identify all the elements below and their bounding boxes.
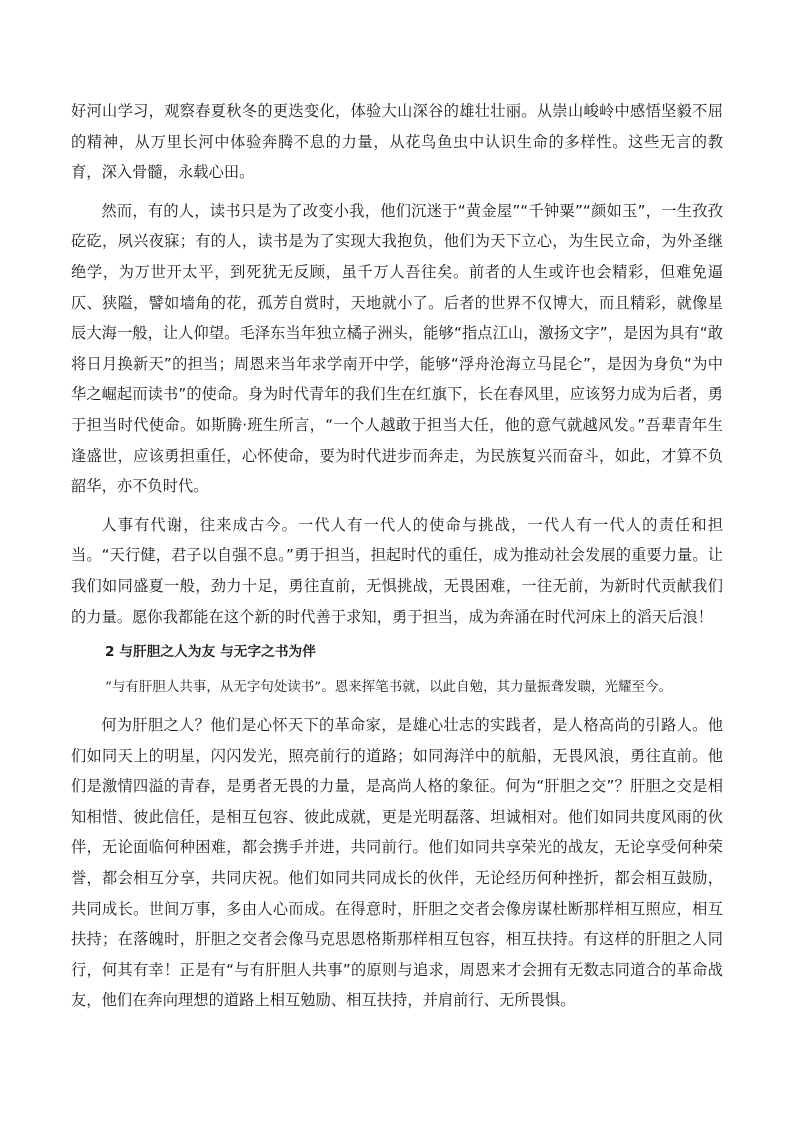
paragraph-readers: 然而，有的人，读书只是为了改变小我，他们沉迷于“黄金屋”“千钟粟”“颜如玉”，一生孜孜矻矻，夙兴夜寐；有的人，读书是为了实现大我抱负，他们为天下立心，为生民立命，为外圣继绝学，为万世开太平，到死犹无反顾，虽千万人吾往矣。前者的人生或许也会精彩，但难免逼仄、狭隘，譬如墙角的花，孤芳自赏时，天地就小了。后者的世界不仅博大，而且精彩，就像星辰大海一般，让人仰望。毛泽东当年独立橘子洲头，能够“指点江山，激扬文字”，是因为具有“敢将日月换新天”的担当；周恩来当年求学南开中学，能够“浮舟沧海立马昆仑”，是因为身负“为中华之崛起而读书”的使命。身为时代青年的我们生在红旗下，长在春风里，应该努力成为后者，勇于担当时代使命。如斯腾·班生所言，“一个人越敢于担当大任，他的意气就越风发。”吾辈青年生逢盛世，应该勇担重任，心怀使命，要为时代进步而奔走，为民族复兴而奋斗，如此，才算不负韶华，亦不负时代。 [71,201,723,496]
paragraph-comrades: 何为肝胆之人？他们是心怀天下的革命家，是雄心壮志的实践者，是人格高尚的引路人。他们如同天上的明星，闪闪发光，照亮前行的道路；如同海洋中的航船，无畏风浪，勇往直前。他们是激情四溢的青春，是勇者无畏的力量，是高尚人格的象征。何为“肝胆之交”？肝胆之交是相知相惜、彼此信任，是相互包容、彼此成就，更是光明磊落、坦诚相对。他们如同共度风雨的伙伴，无论面临何种困难，都会携手并进，共同前行。他们如同共享荣光的战友，无论享受何种荣誉，都会相互分享，共同庆祝。他们如同共同成长的伙伴，无论经历何种挫折，都会相互鼓励，共同成长。世间万事，多由人心而成。在得意时，肝胆之交者会像房谋杜断那样相互照应，相互扶持；在落魄时，肝胆之交者会像马克思恩格斯那样相互包容，相互扶持。有这样的肝胆之人同行，何其有幸！正是有“与有肝胆人共事”的原则与追求，周恩来才会拥有无数志同道合的革命战友，他们在奔向理想的道路上相互勉励、相互扶持，并肩前行、无所畏惧。 [71,716,723,1010]
paragraph-generations: 人事有代谢，往来成古今。一代人有一代人的使命与挑战，一代人有一代人的责任和担当。“天行健，君子以自强不息。”勇于担当，担起时代的重任，成为推动社会发展的重要力量。让我们如同盛夏一般，劲力十足，勇往直前，无惧挑战，无畏困难，一往无前，为新时代贡献我们的力量。愿你我都能在这个新的时代善于求知，勇于担当，成为奔涌在时代河床上的滔天后浪！ [71,515,723,626]
paragraph-gap [71,702,723,710]
epigraph-quote: “与有肝胆人共事，从无字句处读书”。恩来挥笔书就，以此自勉，其力量振聋发聩，光耀至今。 [105,680,673,696]
document-body [71,96,723,1016]
section-heading: 2 与肝胆之人为友 与无字之书为伴 [105,644,316,661]
paragraph-continued: 好河山学习，观察春夏秋冬的更迭变化，体验大山深谷的雄壮壮丽。从崇山峻岭中感悟坚毅不屈的精神，从万里长河中体验奔腾不息的力量，从花鸟鱼虫中认识生命的多样性。这些无言的教育，深入骨髓，永载心田。 [71,102,723,182]
paragraph-gap [71,502,723,510]
paragraph-gap [71,188,723,196]
